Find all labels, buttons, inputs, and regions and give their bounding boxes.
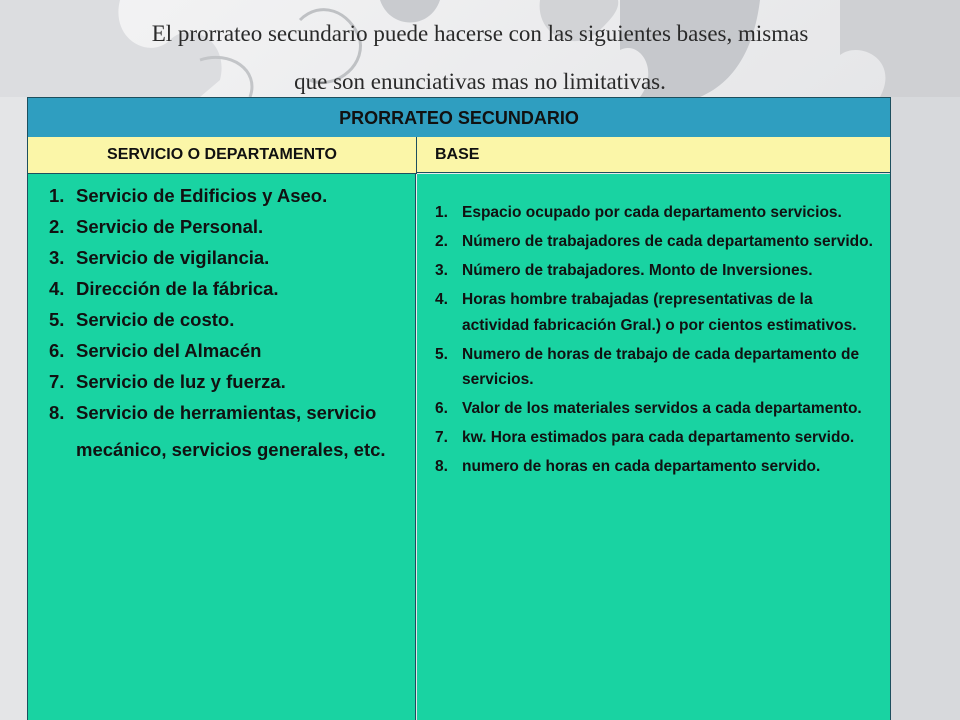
list-item: 7. Servicio de luz y fuerza. <box>49 371 286 392</box>
list-item: 1. Servicio de Edificios y Aseo. <box>49 185 328 206</box>
list-item: 3. Número de trabajadores. Monto de Inversiones. <box>435 262 813 279</box>
prorrateo-table <box>27 97 891 720</box>
list-item: 6. Valor de los materiales servidos a cada departamento. <box>435 400 862 417</box>
services-cell <box>28 174 416 720</box>
table-title: PRORRATEO SECUNDARIO <box>28 97 890 139</box>
list-item: 2. Número de trabajadores de cada departamento servido. <box>435 233 873 250</box>
list-item: 4. Dirección de la fábrica. <box>49 278 279 299</box>
column-header-servicio: SERVICIO O DEPARTAMENTO <box>28 137 417 174</box>
intro-text <box>40 10 920 106</box>
list-item: 5. Servicio de costo. <box>49 309 235 330</box>
list-item: 6. Servicio del Almacén <box>49 340 262 361</box>
services-list <box>49 180 415 468</box>
list-item: 7. kw. Hora estimados para cada departamento servido. <box>435 429 855 446</box>
intro-line-1: El prorrateo secundario puede hacerse con las siguientes bases, mismas <box>151 21 809 46</box>
list-item: 8. Servicio de herramientas, servicio mecánico, servicios generales, etc. <box>49 402 386 460</box>
list-item: 4. Horas hombre trabajadas (representativas de la actividad fabricación Gral.) o por cientos estimativos. <box>435 291 857 334</box>
list-item: 8. numero de horas en cada departamento servido. <box>435 458 821 475</box>
intro-line-2: que son enunciativas mas no limitativas. <box>294 69 666 94</box>
list-item: 1. Espacio ocupado por cada departamento servicios. <box>435 204 842 221</box>
list-item: 3. Servicio de vigilancia. <box>49 247 270 268</box>
bases-list <box>435 200 890 480</box>
list-item: 2. Servicio de Personal. <box>49 216 264 237</box>
bases-cell <box>417 174 890 720</box>
column-header-base: BASE <box>417 137 890 173</box>
list-item: 5. Numero de horas de trabajo de cada departamento de servicios. <box>435 345 860 388</box>
